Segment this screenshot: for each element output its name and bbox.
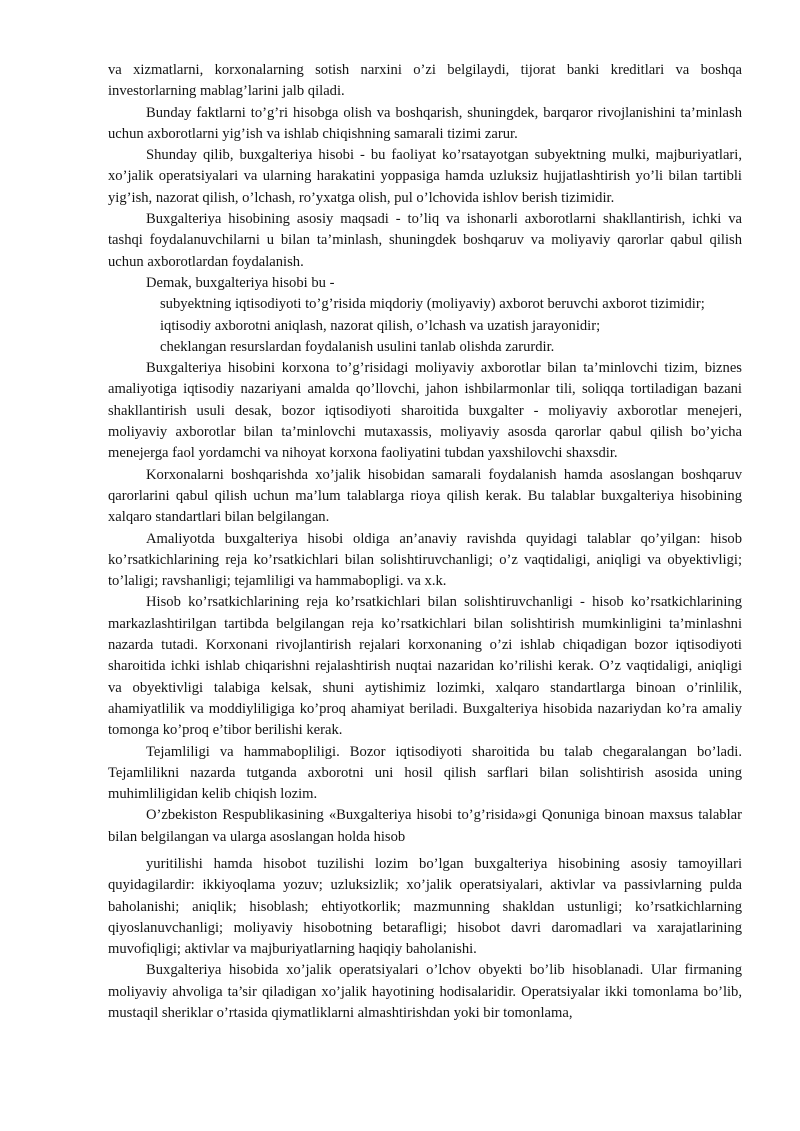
list-item: subyektning iqtisodiyoti to’g’risida miqdoriy (moliyaviy) axborot beruvchi axborot tizimidir;	[160, 296, 705, 313]
paragraph: Buxgalteriya hisobining asosiy maqsadi - to’liq va ishonarli axborotlarni shakllantirish, ichki va tashqi foydalanuvchilarni u bilan ta’minlash, shuningdek boshqaruv va moliyaviy qarorlar qabul qilish uchun axborotlardan foydalanish.	[108, 211, 742, 270]
paragraph: yuritilishi hamda hisobot tuzilishi lozim bo’lgan buxgalteriya hisobining asosiy tamoyillari quyidagilardir: ikkiyoqlama yozuv; uzluksizlik; xo’jalik operatsiyalari, aktivlar va passivlarning pulda baholanishi; aniqlik; hisoblash; ehtiyotkorlik; mazmunning shakldan ustunligi; ko’rsatkichlarning qiyoslanuvchanligi; moliyaviy hisobotning betarafligi; hisobot davri daromadlari va xarajatlarining muvofiqligi; aktivlar va majburiyatlarning haqiqiy baholanishi.	[108, 855, 742, 958]
paragraph-continuation: va xizmatlarni, korxonalarning sotish narxini o’zi belgilaydi, tijorat banki kreditlari va boshqa investorlarning mablag’larini jalb qiladi.	[108, 62, 742, 100]
paragraph: Amaliyotda buxgalteriya hisobi oldiga an’anaviy ravishda quyidagi talablar qo’yilgan: hisob ko’rsatkichlarining reja ko’rsatkichlari bilan solishtiruvchanligi; o’z vaqtidaligi, aniqligi va obyektivligi; to’laligi; ravshanligi; tejamliligi va hammabopligi. va x.k.	[108, 530, 742, 590]
list-item: cheklangan resurslardan foydalanish usulini tanlab olishda zarurdir.	[160, 338, 555, 355]
paragraph: Demak, buxgalteriya hisobi bu -	[146, 274, 335, 291]
paragraph: Tejamliligi va hammabopliligi. Bozor iqtisodiyoti sharoitida bu talab chegaralangan bo’ladi. Tejamlilikni nazarda tutganda axborotni uni hosil qilish sarflari bilan solishtirish asosida uning muhimliligidan kelib chiqish lozim.	[108, 743, 742, 803]
paragraph: Buxgalteriya hisobini korxona to’g’risidagi moliyaviy axborotlar bilan ta’minlovchi tizim, biznes amaliyotiga iqtisodiy nazariyani amalda qo’llovchi, jahon ishbilarmonlar tili, soliqqa tortiladigan bazani shakllantirish usuli desak, bozor iqtisodiyoti sharoitida buxgalter - moliyaviy axborotlar menejeri, moliyaviy axborotlar bilan ta’minlovchi mutaxassis, moliyaviy asosda qarorlar qabul qilish bo’yicha menejerga faol yordamchi va nihoyat korxona faoliyatini tubdan yaxshilovchi shaxsdir.	[108, 360, 742, 462]
list-item: iqtisodiy axborotni aniqlash, nazorat qilish, o’lchash va uzatish jarayonidir;	[160, 317, 601, 334]
paragraph: O’zbekiston Respublikasining «Buxgalteriya hisobi to’g’risida»gi Qonuniga binoan maxsus talablar bilan belgilangan va ularga asoslangan holda hisob	[108, 807, 742, 845]
paragraph: Korxonalarni boshqarishda xo’jalik hisobidan samarali foydalanish hamda asoslangan boshqaruv qarorlarini qabul qilish uchun ma’lum talablarga rioya qilish kerak. Bu talablar buxgalteriya hisobining xalqaro standartlari bilan belgilangan.	[108, 466, 742, 526]
document-page	[108, 60, 742, 1024]
paragraph: Shunday qilib, buxgalteriya hisobi - bu faoliyat ko’rsatayotgan subyektning mulki, majburiyatlari, xo’jalik operatsiyalari va ularning harakatini yoppasiga hamda uzluksiz hujjatlashtirish yo’li bilan tartibli yig’ish, nazorat qilish, o’lchash, ro’yxatga olish, pul o’lchovida ishlov berish tizimidir.	[108, 147, 742, 206]
paragraph: Hisob ko’rsatkichlarining reja ko’rsatkichlari bilan solishtiruvchanligi - hisob ko’rsatkichlarining markazlashtirilgan tartibda belgilangan reja ko’rsatkichlari bilan solishtirish mumkinligini ta’minlashni nazarda tutadi. Korxonani rivojlantirish rejalari korxonaning o’zi ishlab chiqadigan bozor iqtisodiyoti sharoitida ichki ishlab chiqarishni rejalashtirish nuqtai nazaridan ko’rilishi kerak. O’z vaqtidaligi, aniqligi va obyektivligi talabiga kelsak, shuni aytishimiz lozimki, xalqaro standartlarga binoan o’rinlilik, ahamiyatlilik va moddiyliligiga ko’proq ahamiyat beriladi. Buxgalteriya hisobida nazariydan ko’ra amaliy tomonga ko’proq e’tibor berilishi kerak.	[108, 594, 742, 739]
paragraph: Bunday faktlarni to’g’ri hisobga olish va boshqarish, shuningdek, barqaror rivojlanishini ta’minlash uchun axborotlarni yig’ish va ishlab chiqishning samarali tizimi zarur.	[108, 104, 742, 142]
paragraph: Buxgalteriya hisobida xo’jalik operatsiyalari o’lchov obyekti bo’lib hisoblanadi. Ular firmaning moliyaviy ahvoliga ta’sir qiladigan xo’jalik hayotining hodisalaridir. Operatsiyalar ikki tomonlama bo’lib, mustaqil sheriklar o’rtasida qiymatliklarni almashtirishdan yoki bir tomonlama,	[108, 962, 742, 1022]
